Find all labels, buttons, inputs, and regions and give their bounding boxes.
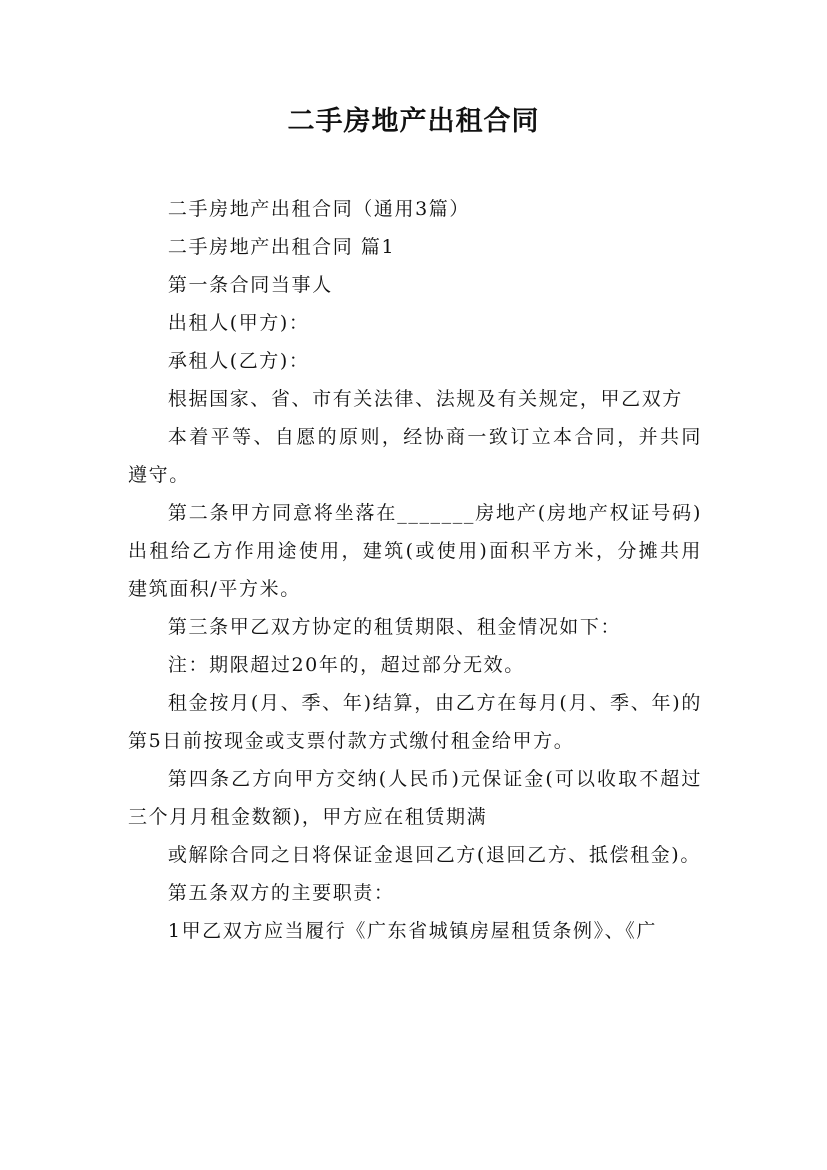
paragraph-section-heading: 二手房地产出租合同 篇1 <box>167 236 396 258</box>
paragraph-article-2: 第二条甲方同意将坐落在_______房地产(房地产权证号码)出租给乙方作用途使用，建筑(或使用)面积平方米，分摊共用建筑面积/平方米。 <box>128 502 702 600</box>
paragraph-deposit-return: 或解除合同之日将保证金退回乙方(退回乙方、抵偿租金)。 <box>167 844 701 866</box>
paragraph-article-1: 第一条合同当事人 <box>167 274 333 296</box>
document-body <box>128 190 702 950</box>
document-title: 二手房地产出租合同 <box>287 106 540 137</box>
paragraph-duty-1: 1甲乙双方应当履行《广东省城镇房屋租赁条例》、《广 <box>167 920 657 942</box>
paragraph-note: 注：期限超过20年的，超过部分无效。 <box>167 654 525 676</box>
paragraph-subtitle: 二手房地产出租合同（通用3篇） <box>167 198 470 220</box>
paragraph-rent-payment: 租金按月(月、季、年)结算，由乙方在每月(月、季、年)的第5日前按现金或支票付款方式缴付租金给甲方。 <box>128 692 702 752</box>
paragraph-legal-basis: 根据国家、省、市有关法律、法规及有关规定，甲乙双方 <box>167 388 683 410</box>
paragraph-article-3: 第三条甲乙双方协定的租赁期限、租金情况如下： <box>167 616 622 638</box>
paragraph-article-4: 第四条乙方向甲方交纳(人民币)元保证金(可以收取不超过三个月月租金数额)，甲方应在租赁期满 <box>128 768 702 828</box>
paragraph-article-5: 第五条双方的主要职责： <box>167 882 395 904</box>
paragraph-lessee: 承租人(乙方)： <box>167 350 310 372</box>
paragraph-lessor: 出租人(甲方)： <box>167 312 310 334</box>
paragraph-principle: 本着平等、自愿的原则，经协商一致订立本合同，并共同遵守。 <box>128 426 702 486</box>
